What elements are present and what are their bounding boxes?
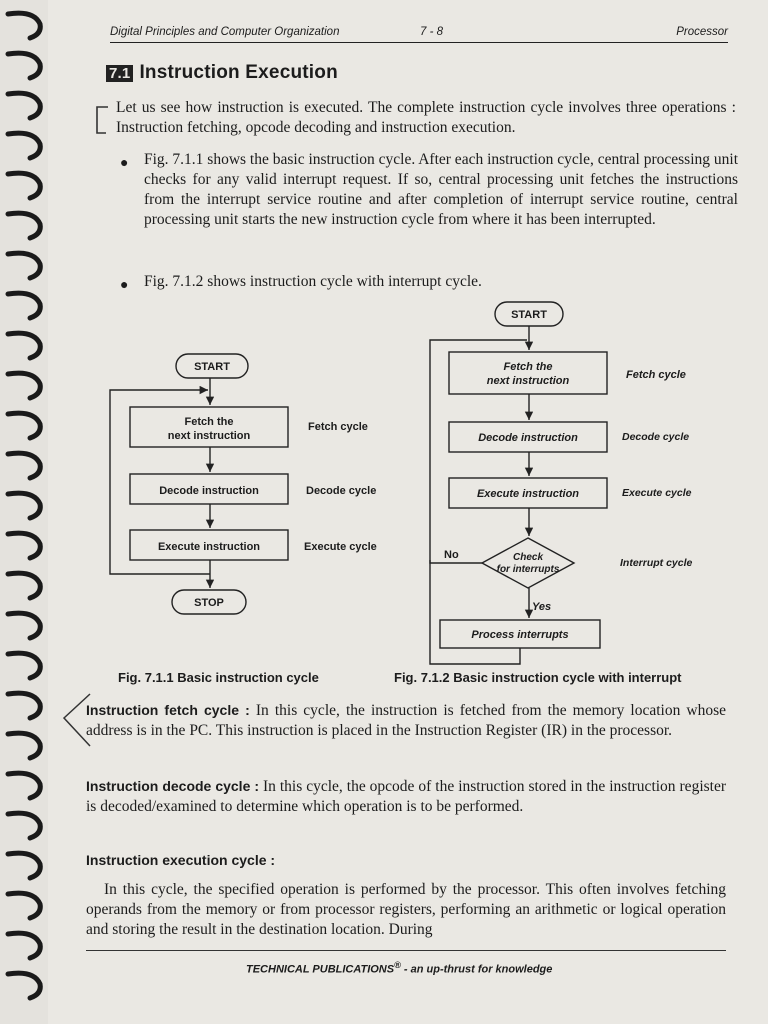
fig2-process-text: Process interrupts xyxy=(471,629,569,641)
fig2-step-1-line-1: Fetch the xyxy=(503,361,553,373)
footer xyxy=(246,960,552,976)
chapter-name: Processor xyxy=(676,26,728,38)
fig1-step-1-line-2: next instruction xyxy=(167,430,251,442)
page-ref: 7 - 8 xyxy=(420,26,444,38)
bullet-paragraph-2: Fig. 7.1.2 shows instruction cycle with interrupt cycle. xyxy=(144,273,482,290)
flowcharts xyxy=(48,0,768,700)
def-fetch-term: Instruction fetch cycle : xyxy=(86,702,250,718)
fig1-caption: Fig. 7.1.1 Basic instruction cycle xyxy=(118,670,319,685)
bullet-paragraph-1: Fig. 7.1.1 shows the basic instruction cycle. After each instruction cycle, central processing unit checks for any valid interrupt request. If so, central processing unit fetches the instructions from the interrupt service routine and after completion of interrupt service routine, central processing unit starts the new instruction cycle from where it has been interrupted. xyxy=(144,151,739,228)
book-page xyxy=(48,0,768,1024)
fig2-label-execute: Execute cycle xyxy=(622,487,692,499)
def-fetch-paragraph xyxy=(86,700,726,741)
fig2-decision-diamond xyxy=(482,538,574,588)
fig2-start-text: START xyxy=(511,309,547,321)
fig1-stop-text: STOP xyxy=(194,597,224,609)
fig2-fetch-box xyxy=(449,352,607,394)
def-execute-term: Instruction execution cycle : xyxy=(86,852,276,868)
fig1-step-1-line-1: Fetch the xyxy=(184,416,234,428)
fig1-label-execute: Execute cycle xyxy=(304,541,377,553)
spiral-binding xyxy=(0,0,52,1024)
book-title: Digital Principles and Computer Organization xyxy=(110,26,340,38)
registered-mark: ® xyxy=(394,960,401,970)
fig1-start-text: START xyxy=(194,361,230,373)
fig2-step-1-line-2: next instruction xyxy=(486,375,570,387)
section-number: 7.1 xyxy=(106,65,133,82)
intro-paragraph: Let us see how instruction is executed. The complete instruction cycle involves three operations : Instruction fetching, opcode decoding and instruction execution. xyxy=(116,99,736,136)
tagline: - an up-thrust for knowledge xyxy=(400,963,553,976)
def-decode-term: Instruction decode cycle : xyxy=(86,778,259,794)
section-title: Instruction Execution xyxy=(139,62,338,83)
bullet-dot: ● xyxy=(120,276,129,292)
fig2-decision-line-2: for interrupts xyxy=(496,564,560,575)
fig1-label-fetch: Fetch cycle xyxy=(308,421,368,433)
fig2-step-2-text: Decode instruction xyxy=(478,432,578,444)
fig2-label-interrupt: Interrupt cycle xyxy=(620,557,693,569)
def-execute-heading xyxy=(86,850,726,871)
fig1-label-decode: Decode cycle xyxy=(306,485,377,497)
fig2-label-decode: Decode cycle xyxy=(622,431,690,443)
publisher: TECHNICAL PUBLICATIONS xyxy=(246,963,395,976)
def-decode-paragraph xyxy=(86,776,726,817)
footer-rule xyxy=(86,950,726,951)
fig2-decision-line-1: Check xyxy=(512,552,544,563)
fig2-caption: Fig. 7.1.2 Basic instruction cycle with interrupt xyxy=(394,670,682,685)
fig2-step-3-text: Execute instruction xyxy=(476,488,580,500)
fig2-no-label: No xyxy=(444,549,459,561)
def-decode-text: In this cycle, the opcode of the instruction stored in the instruction register is decoded/examined to determine which operation is to be performed. xyxy=(86,778,726,815)
execute-paragraph: In this cycle, the specified operation is performed by the processor. This often involves fetching operands from the memory or from processor registers, performing an arithmetic or logical operation and storing the result in the destination location. During xyxy=(86,881,726,938)
bullet-dot: ● xyxy=(120,154,129,170)
fig1-step-3-text: Execute instruction xyxy=(157,541,261,553)
fig1-step-2-text: Decode instruction xyxy=(159,485,259,497)
fig2-yes-label: Yes xyxy=(532,601,552,613)
def-fetch-text: In this cycle, the instruction is fetched from the memory location whose address is in the PC. This instruction is placed in the Instruction Register (IR) in the processor. xyxy=(86,702,727,739)
fig2-label-fetch: Fetch cycle xyxy=(626,369,686,381)
